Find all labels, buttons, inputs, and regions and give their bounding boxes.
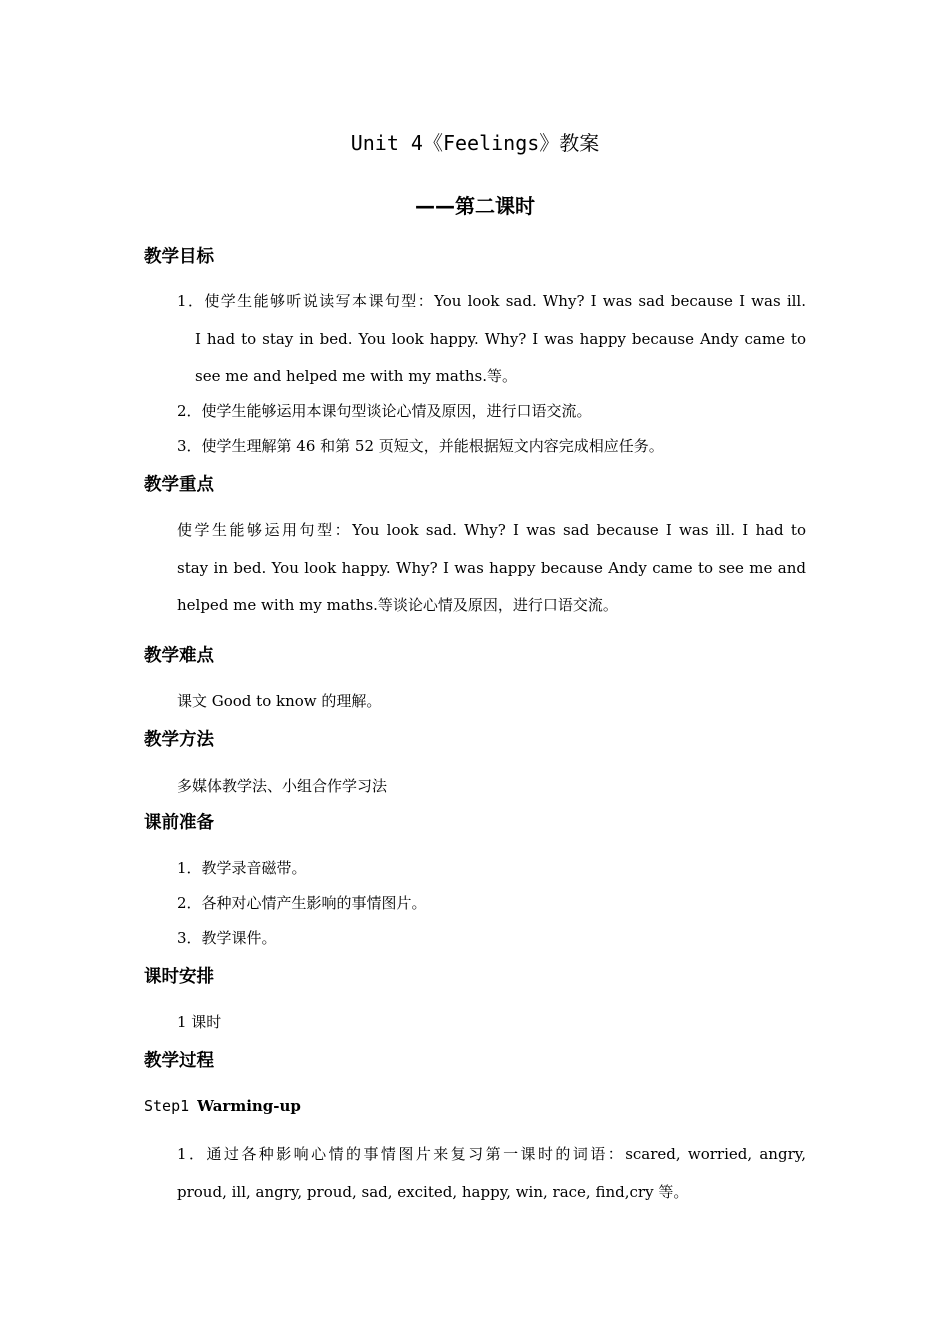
section-heading-preparation: 课前准备 [144, 813, 214, 833]
objective-item-2: 2．使学生能够运用本课句型谈论心情及原因，进行口语交流。 [177, 402, 592, 420]
section-heading-key-points: 教学重点 [144, 475, 214, 495]
section-heading-difficulties: 教学难点 [144, 646, 214, 666]
schedule-text: 1 课时 [177, 1013, 222, 1031]
objective-item-1-line-1: 1．使学生能够听说读写本课句型：You look sad. Why? I was sad because I was ill. [177, 292, 806, 310]
section-heading-schedule: 课时安排 [144, 967, 214, 987]
section-heading-objectives: 教学目标 [144, 247, 214, 267]
step-heading [144, 1097, 301, 1115]
difficulties-text: 课文 Good to know 的理解。 [177, 692, 382, 710]
preparation-item-2: 2．各种对心情产生影响的事情图片。 [177, 894, 427, 912]
key-points-line-1: 使学生能够运用句型：You look sad. Why? I was sad because I was ill. I had to [177, 521, 806, 539]
methods-text: 多媒体教学法、小组合作学习法 [177, 777, 388, 795]
key-points-line-3: helped me with my maths.等谈论心情及原因，进行口语交流。 [177, 596, 618, 614]
objective-item-1-line-2: I had to stay in bed. You look happy. Why? I was happy because Andy came to [195, 330, 806, 348]
process-item-1-line-2: proud, ill, angry, proud, sad, excited, happy, win, race, find,cry 等。 [177, 1183, 689, 1201]
objective-item-3: 3．使学生理解第 46 和第 52 页短文，并能根据短文内容完成相应任务。 [177, 437, 664, 455]
preparation-item-1: 1．教学录音磁带。 [177, 859, 307, 877]
document-subtitle: ——第二课时 [415, 194, 535, 218]
section-heading-methods: 教学方法 [144, 730, 214, 750]
key-points-line-2: stay in bed. You look happy. Why? I was happy because Andy came to see me and [177, 559, 806, 577]
step-label: Step1 [144, 1097, 190, 1115]
process-item-1-line-1: 1．通过各种影响心情的事情图片来复习第一课时的词语：scared, worried, angry, [177, 1145, 806, 1163]
section-heading-process: 教学过程 [144, 1051, 214, 1071]
step-title: Warming-up [197, 1097, 301, 1115]
document-title: Unit 4《Feelings》教案 [350, 131, 600, 155]
objective-item-1-line-3: see me and helped me with my maths.等。 [195, 367, 517, 385]
preparation-item-3: 3．教学课件。 [177, 929, 277, 947]
